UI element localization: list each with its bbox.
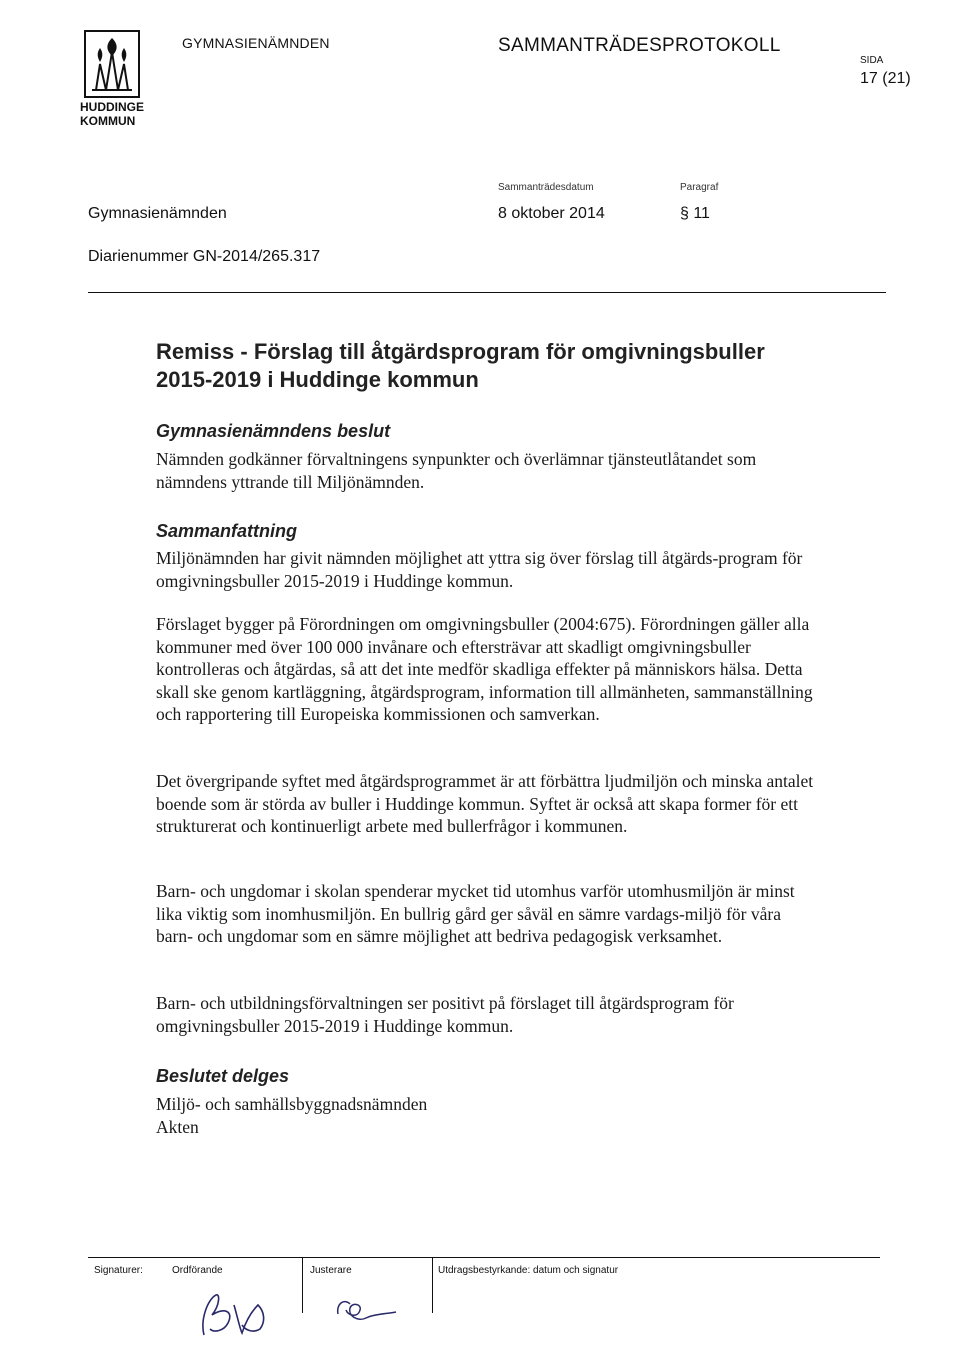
decision-heading: Gymnasienämndens beslut bbox=[156, 421, 391, 441]
summary-paragraph-1: Miljönämnden har givit nämnden möjlighet att yttra sig över förslag till åtgärds-program för omgivningsbuller 2015-2019 i Huddinge kommun. bbox=[156, 548, 803, 591]
org-header: GYMNASIENÄMNDEN bbox=[182, 35, 330, 51]
summary-heading: Sammanfattning bbox=[156, 521, 298, 541]
summary-paragraph-4: Barn- och ungdomar i skolan spenderar mycket tid utomhus varför utomhusmiljön är minst lika viktig som inomhusmiljön. En bullrig gård ger såväl en sämre vardags-miljö för våra barn- och ungdomar som en sämre möjlighet att bedriva pedagogisk verksamhet. bbox=[156, 881, 795, 946]
decision-text: Nämnden godkänner förvaltningens synpunkter och överlämnar tjänsteutlåtandet som nämndens yttrande till Miljönämnden. bbox=[156, 449, 757, 492]
distribution-recipient: Miljö- och samhällsbyggnadsnämnden bbox=[156, 1094, 428, 1114]
date-label: Sammanträdesdatum bbox=[498, 182, 594, 193]
signature-divider bbox=[302, 1257, 303, 1313]
adjuster-signature bbox=[330, 1290, 410, 1330]
meeting-date: 8 oktober 2014 bbox=[498, 205, 605, 222]
logo-caption: HUDDINGE KOMMUN bbox=[80, 100, 145, 128]
distribution-recipient: Akten bbox=[156, 1117, 199, 1137]
summary-paragraph-5: Barn- och utbildningsförvaltningen ser positivt på förslaget till åtgärdsprogram för omgivningsbuller 2015-2019 i Huddinge kommun. bbox=[156, 993, 734, 1036]
summary-paragraph-2: Förslaget bygger på Förordningen om omgivningsbuller (2004:675). Förordningen gäller alla kommuner med över 100 000 invånare och eftersträvar att skadligt omgivningsbuller kontrolleras och åtgärdas, så att det inte medför skadliga effekter på människors hälsa. Detta skall ske genom kartläggning, åtgärdsprogram, information till allmänheten, sammanställning och rapportering till Europeiska kommissionen och samverkan. bbox=[156, 614, 813, 724]
chair-signature bbox=[190, 1285, 280, 1350]
signature-divider bbox=[432, 1257, 433, 1313]
paragraph-label: Paragraf bbox=[680, 182, 719, 193]
adjuster-label: Justerare bbox=[310, 1265, 352, 1276]
chair-label: Ordförande bbox=[172, 1265, 223, 1276]
diary-number: Diarienummer GN-2014/265.317 bbox=[88, 248, 321, 265]
header-rule bbox=[88, 292, 886, 293]
extract-label: Utdragsbestyrkande: datum och signatur bbox=[438, 1265, 619, 1276]
distribution-heading: Beslutet delges bbox=[156, 1066, 290, 1086]
paragraph-number: § 11 bbox=[680, 205, 710, 222]
document-type: SAMMANTRÄDESPROTOKOLL bbox=[498, 35, 781, 56]
signatures-label: Signaturer: bbox=[94, 1265, 143, 1276]
summary-paragraph-3: Det övergripande syftet med åtgärdsprogrammet är att förbättra ljudmiljön och minska antalet boende som är störda av buller i Huddinge kommun. Syftet är också att skapa former för ett strukturerat och kontinuerligt arbete med bullerfrågor i kommunen. bbox=[156, 771, 814, 836]
meeting-body: Gymnasienämnden bbox=[88, 205, 227, 222]
municipality-logo bbox=[84, 30, 140, 98]
page-number: 17 (21) bbox=[860, 70, 911, 87]
document-title: Remiss - Förslag till åtgärdsprogram för omgivningsbuller 2015-2019 i Huddinge kommun bbox=[156, 339, 765, 392]
page-label: SIDA bbox=[860, 55, 884, 66]
